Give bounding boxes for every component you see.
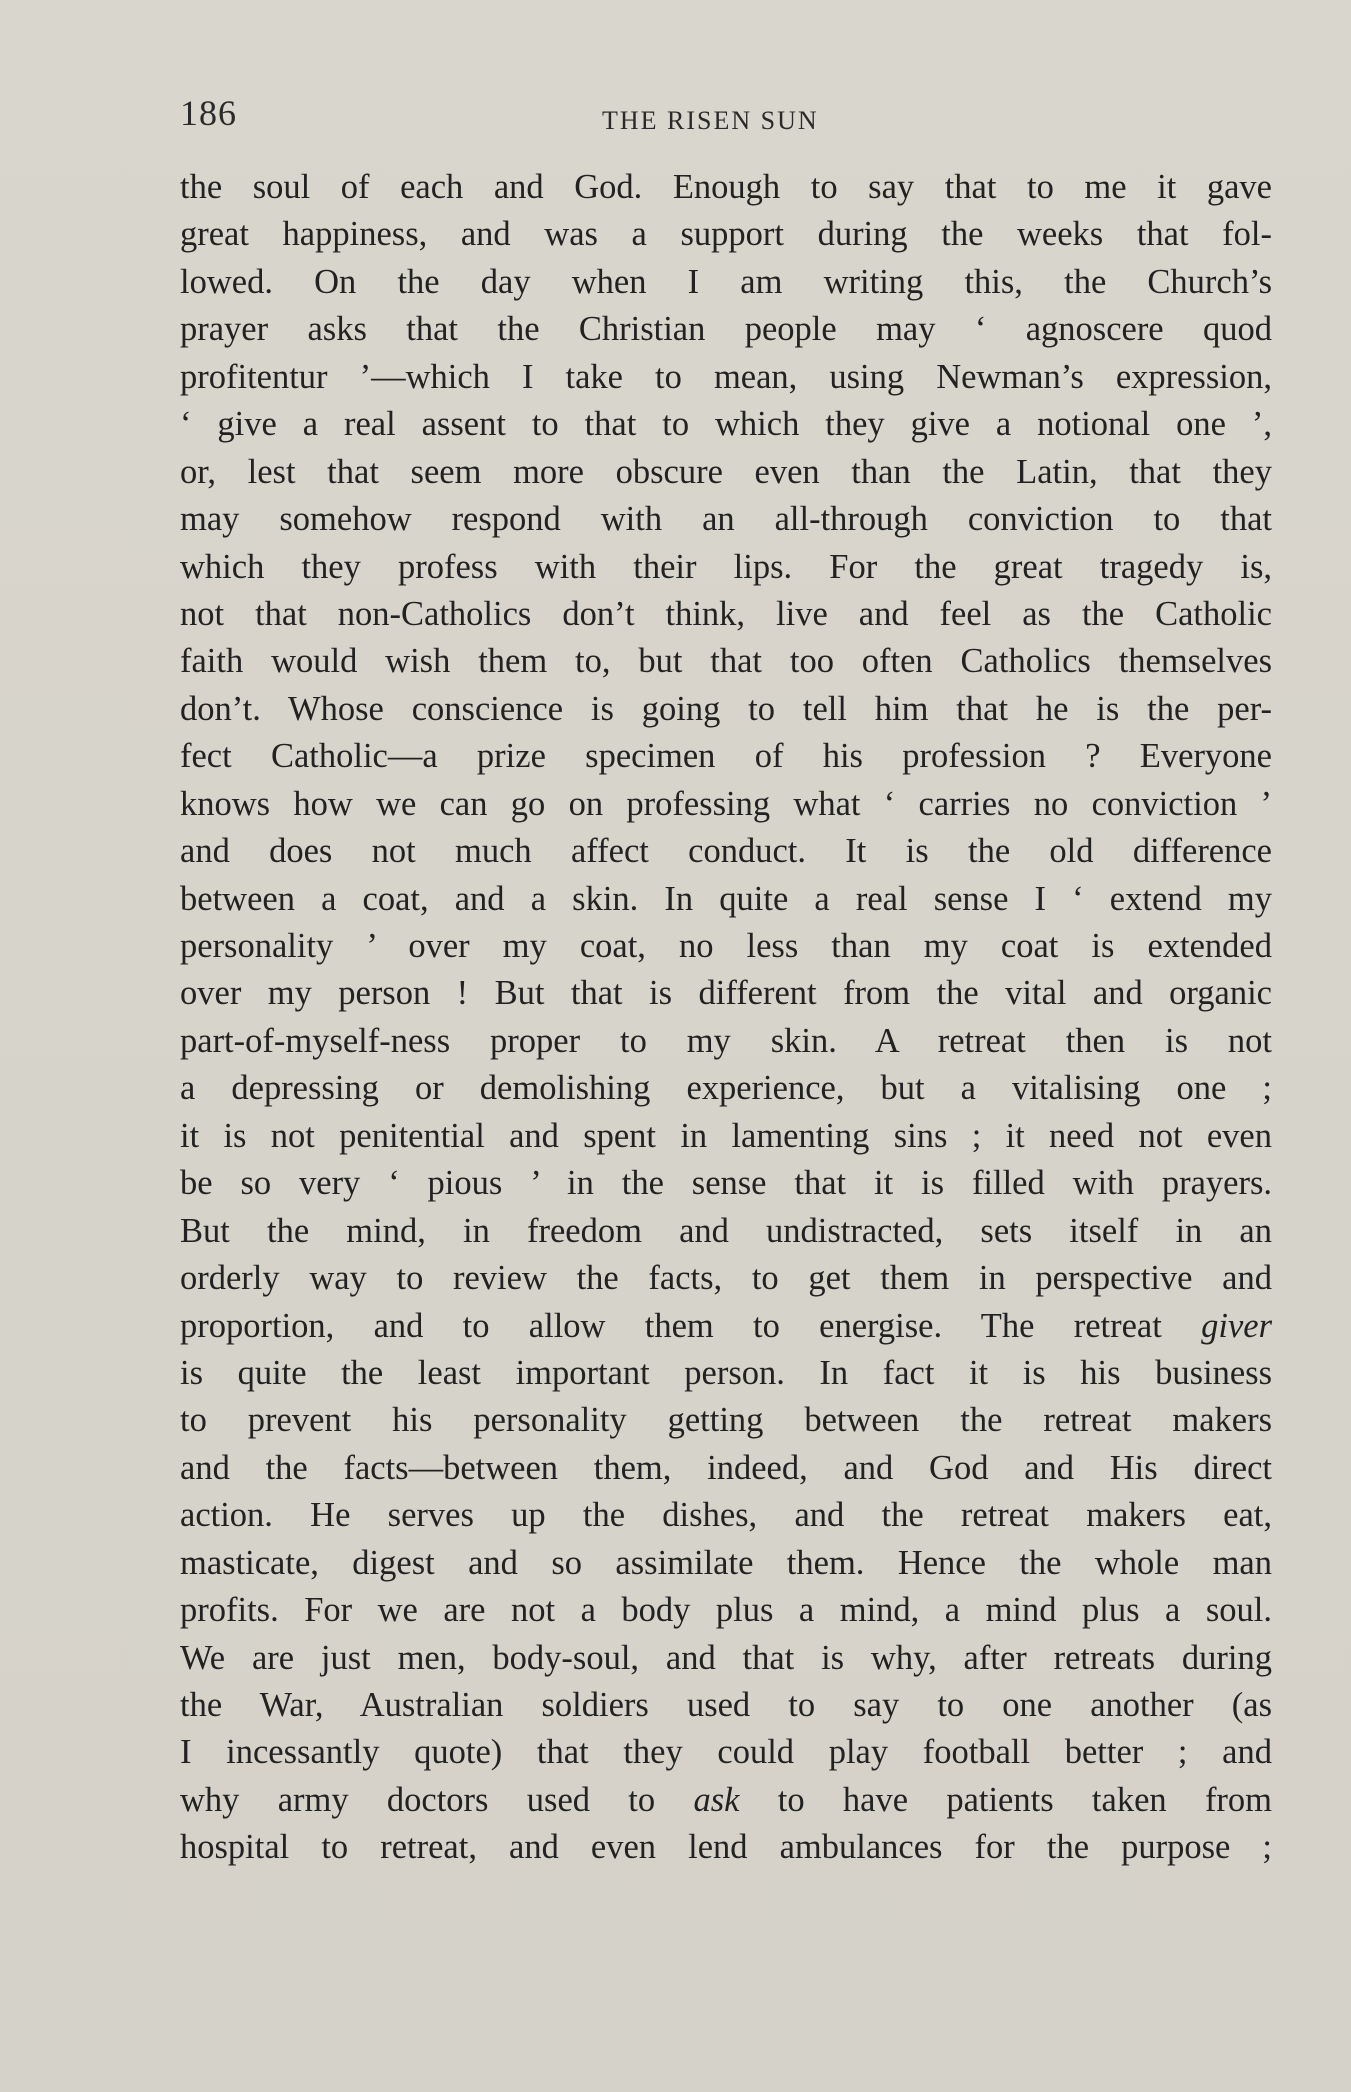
text-line: prayer asks that the Christian people may ‘ agnoscere quod [180,310,1272,349]
text-line: knows how we can go on professing what ‘ carries no conviction ’ [180,784,1272,823]
text-line: masticate, digest and so assimilate them. Hence the whole man [180,1543,1272,1582]
text-line: faith would wish them to, but that too often Catholics themselves [180,642,1272,681]
text-line: But the mind, in freedom and undistracted, sets itself in an [180,1211,1272,1250]
text-line: profits. For we are not a body plus a mind, a mind plus a soul. [180,1591,1272,1630]
text-line: lowed. On the day when I am writing this, the Church’s [180,262,1272,301]
italic-word: giver [1201,1306,1272,1345]
text-segment: why army doctors used to [180,1780,656,1819]
text-line: personality ’ over my coat, no less than my coat is extended [180,927,1272,965]
text-line: which they profess with their lips. For the great tragedy is, [180,547,1272,586]
text-line: ‘ give a real assent to that to which they give a notional one ’, [180,405,1272,444]
text-line: profitentur ’—which I take to mean, using Newman’s expression, [180,357,1272,396]
text-line: not that non-Catholics don’t think, live and feel as the Catholic [180,594,1272,633]
text-line: don’t. Whose conscience is going to tell him that he is the per- [180,689,1272,728]
text-line: and does not much affect conduct. It is the old difference [180,832,1272,871]
text-line-with-italic [180,1777,1272,1824]
text-line: action. He serves up the dishes, and the retreat makers eat, [180,1496,1272,1535]
body-text [180,164,1272,1872]
text-line: it is not penitential and spent in lamenting sins ; it need not even [180,1116,1272,1155]
italic-word: ask [693,1780,740,1819]
text-line: between a coat, and a skin. In quite a real sense I ‘ extend my [180,879,1272,918]
text-line: be so very ‘ pious ’ in the sense that it is filled with prayers. [180,1164,1272,1203]
text-segment: to have patients taken from [777,1780,1272,1819]
text-line: We are just men, body-soul, and that is why, after retreats during [180,1638,1272,1677]
text-line: orderly way to review the facts, to get them in perspective and [180,1259,1272,1298]
text-line: I incessantly quote) that they could play football better ; and [180,1733,1272,1772]
text-line: to prevent his personality getting between the retreat makers [180,1401,1272,1440]
text-segment: proportion, and to allow them to energise. [180,1306,943,1345]
page-number: 186 [180,93,237,133]
text-line: over my person ! But that is different from the vital and organic [180,974,1272,1013]
text-line: great happiness, and was a support during the weeks that fol- [180,215,1272,254]
text-segment: The retreat [980,1306,1162,1345]
text-line: the soul of each and God. Enough to say that to me it gave [180,168,1272,206]
text-line: fect Catholic—a prize specimen of his profession ? Everyone [180,737,1272,776]
text-line: a depressing or demolishing experience, but a vitalising one ; [180,1069,1272,1108]
text-line: and the facts—between them, indeed, and God and His direct [180,1448,1272,1487]
text-line-with-italic [180,1303,1272,1350]
text-line: may somehow respond with an all-through conviction to that [180,500,1272,539]
text-line: or, lest that seem more obscure even than the Latin, that they [180,452,1272,491]
text-line: the War, Australian soldiers used to say to one another (as [180,1686,1272,1724]
text-line: is quite the least important person. In fact it is his business [180,1353,1272,1392]
page-header [180,92,1280,142]
text-line: part-of-myself-ness proper to my skin. A retreat then is not [180,1021,1272,1060]
text-line: hospital to retreat, and even lend ambulances for the purpose ; [180,1828,1272,1867]
running-title: THE RISEN SUN [602,106,819,135]
